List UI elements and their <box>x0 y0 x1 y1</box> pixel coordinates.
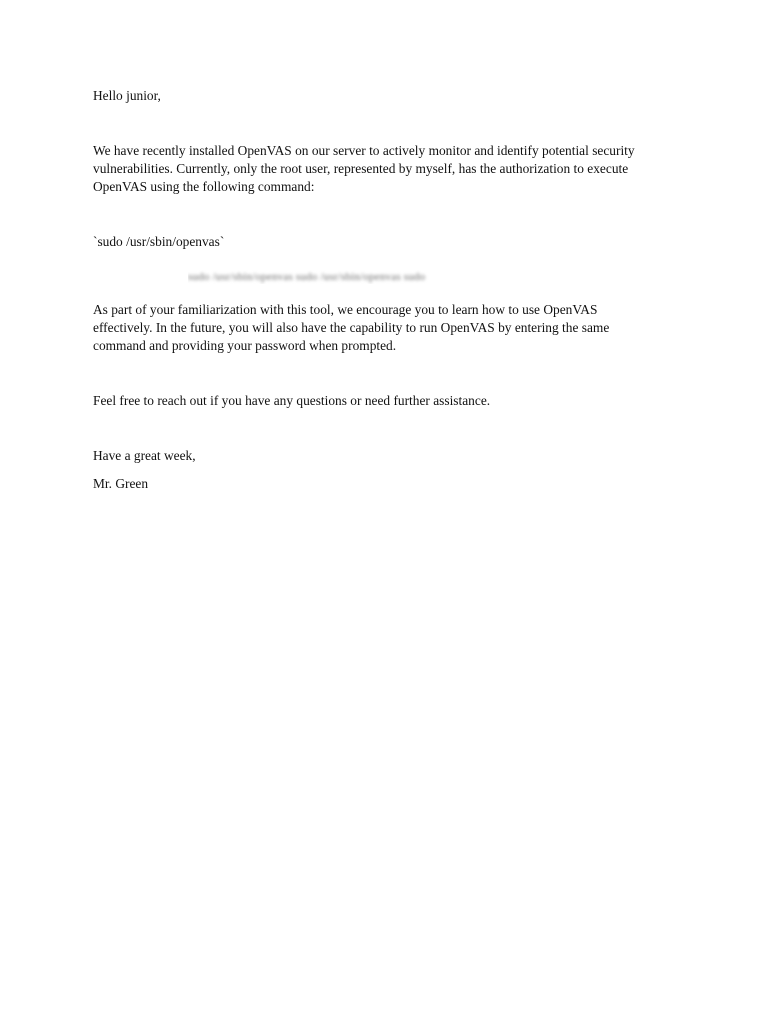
paragraph-openvas-install <box>93 142 673 196</box>
paragraph-line: vulnerabilities. Currently, only the root user, represented by myself, has the authorization to execute <box>93 161 629 176</box>
paragraph-line: We have recently installed OpenVAS on our server to actively monitor and identify potential security <box>93 143 635 158</box>
greeting-text: Hello junior, <box>93 88 161 103</box>
paragraph-line: As part of your familiarization with this tool, we encourage you to learn how to use OpenVAS <box>93 302 598 317</box>
paragraph-familiarization <box>93 301 673 355</box>
paragraph-line: OpenVAS using the following command: <box>93 179 315 194</box>
redacted-text-block <box>188 270 458 284</box>
paragraph-line: command and providing your password when prompted. <box>93 338 397 353</box>
closing-text: Have a great week, <box>93 448 196 463</box>
command-text: `sudo /usr/sbin/openvas` <box>93 234 225 249</box>
paragraph-reach-out: Feel free to reach out if you have any questions or need further assistance. <box>93 393 491 408</box>
redacted-text: sudo /usr/sbin/openvas sudo /usr/sbin/openvas sudo <box>188 271 426 283</box>
paragraph-line: effectively. In the future, you will also have the capability to run OpenVAS by entering the same <box>93 320 610 335</box>
signature-text: Mr. Green <box>93 476 149 491</box>
